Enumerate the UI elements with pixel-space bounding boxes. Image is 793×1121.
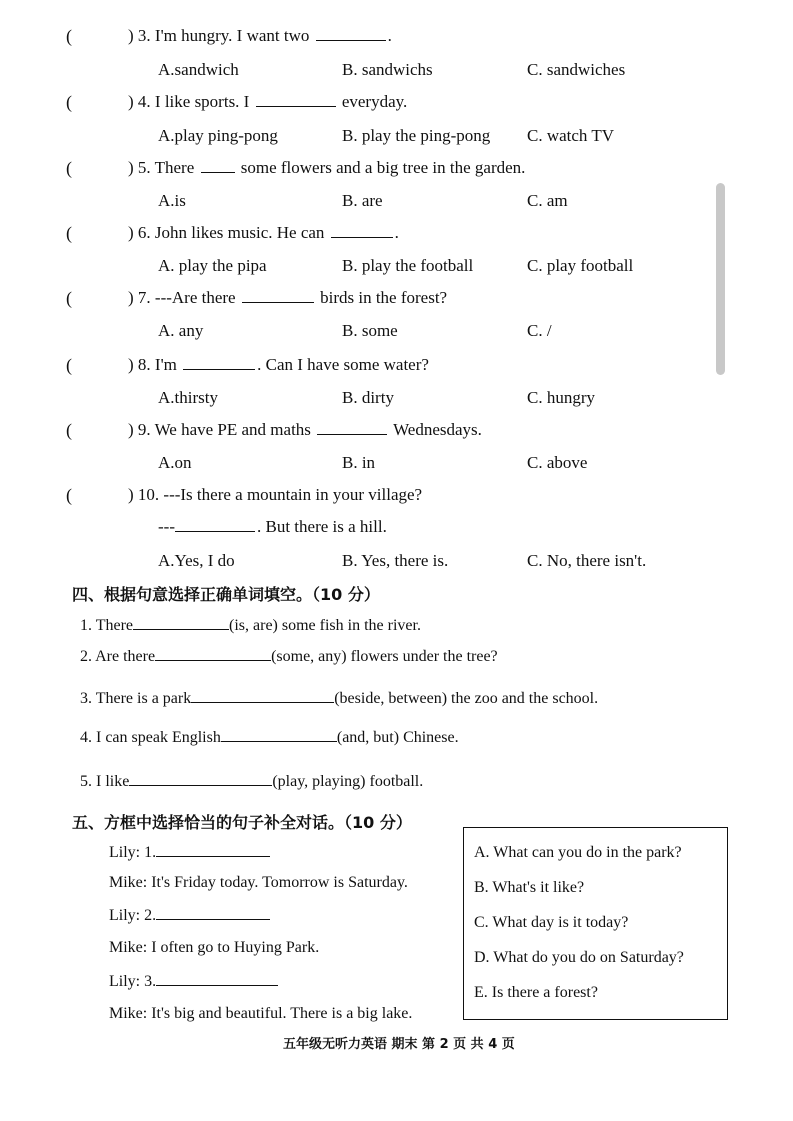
- option-a: A.thirsty: [158, 388, 218, 407]
- answer-blank[interactable]: [183, 368, 255, 370]
- question-10: ) 10. ---Is there a mountain in your village?: [128, 485, 423, 504]
- fill-prefix: 2. Are there: [80, 648, 156, 665]
- option-c: C. above: [527, 453, 588, 472]
- page-footer: 五年级无听力英语 期末 第 2 页 共 4 页: [283, 1037, 515, 1052]
- section-5-title: 五、方框中选择恰当的句子补全对话。（10 分）: [72, 813, 412, 832]
- fill-suffix: (play, playing) football.: [272, 773, 424, 790]
- question-tail: .: [394, 223, 399, 242]
- question-3: [128, 26, 392, 46]
- answer-paren: (: [66, 420, 72, 440]
- question-tail: some flowers and a big tree in the garden.: [240, 158, 526, 177]
- option-c: C. /: [527, 321, 552, 340]
- option-b: B. in: [342, 453, 376, 472]
- question-6: [128, 223, 399, 243]
- answer-blank[interactable]: [256, 105, 336, 107]
- fill-suffix: (some, any) flowers under the tree?: [271, 648, 498, 665]
- fill-item-1: [80, 617, 421, 635]
- question-9: [128, 420, 482, 440]
- option-b: B. play the ping-pong: [342, 126, 491, 145]
- dialogue-text: Lily: 2.: [109, 907, 157, 924]
- answer-blank[interactable]: [175, 530, 255, 532]
- answer-paren: (: [66, 485, 72, 505]
- answer-blank[interactable]: [133, 628, 229, 630]
- option-c: C. hungry: [527, 388, 595, 407]
- box-option-b: B. What's it like?: [474, 879, 585, 896]
- dialogue-line-5: [109, 973, 278, 991]
- answer-paren: (: [66, 223, 72, 243]
- option-b: B. play the football: [342, 256, 474, 275]
- question-text: ) 6. John likes music. He can: [128, 223, 325, 242]
- question-5: [128, 158, 525, 178]
- question-text: ) 5. There: [128, 158, 195, 177]
- question-text: ) 9. We have PE and maths: [128, 420, 311, 439]
- box-option-e: E. Is there a forest?: [474, 984, 598, 1001]
- option-c: C. No, there isn't.: [527, 551, 647, 570]
- question-10-line2: [158, 517, 387, 537]
- answer-blank[interactable]: [242, 301, 314, 303]
- vertical-scrollbar[interactable]: [716, 183, 725, 375]
- dash-prefix: ---: [158, 517, 175, 536]
- box-option-a: A. What can you do in the park?: [474, 844, 682, 861]
- question-tail: .: [387, 26, 392, 45]
- option-a: A.on: [158, 453, 192, 472]
- question-text: ) 7. ---Are there: [128, 288, 236, 307]
- option-b: B. Yes, there is.: [342, 551, 449, 570]
- answer-paren: (: [66, 92, 72, 112]
- fill-suffix: (beside, between) the zoo and the school.: [334, 690, 599, 707]
- answer-paren: (: [66, 26, 72, 46]
- answer-paren: (: [66, 288, 72, 308]
- question-tail: everyday.: [341, 92, 408, 111]
- answer-blank[interactable]: [191, 701, 334, 703]
- fill-suffix: (and, but) Chinese.: [336, 729, 459, 746]
- answer-blank[interactable]: [201, 171, 235, 173]
- option-c: C. play football: [527, 256, 634, 275]
- option-b: B. dirty: [342, 388, 394, 407]
- question-4: [128, 92, 407, 112]
- option-c: C. am: [527, 191, 568, 210]
- option-a: A.is: [158, 191, 186, 210]
- option-a: A. any: [158, 321, 204, 340]
- fill-suffix: (is, are) some fish in the river.: [229, 617, 421, 634]
- dialogue-line-3: [109, 907, 270, 925]
- fill-prefix: 3. There is a park: [80, 690, 192, 707]
- dialogue-text: Lily: 3.: [109, 973, 157, 990]
- fill-prefix: 5. I like: [80, 773, 130, 790]
- fill-item-5: [80, 773, 423, 791]
- option-b: B. are: [342, 191, 383, 210]
- fill-prefix: 1. There: [80, 617, 134, 634]
- fill-item-4: [80, 729, 459, 747]
- option-c: C. watch TV: [527, 126, 615, 145]
- option-a: A. play the pipa: [158, 256, 267, 275]
- option-b: B. sandwichs: [342, 60, 433, 79]
- question-text: ) 4. I like sports. I: [128, 92, 250, 111]
- question-tail: . Can I have some water?: [257, 355, 429, 374]
- answer-blank[interactable]: [156, 984, 278, 986]
- fill-prefix: 4. I can speak English: [80, 729, 221, 746]
- answer-blank[interactable]: [156, 855, 270, 857]
- option-a: A.play ping-pong: [158, 126, 278, 145]
- answer-paren: (: [66, 158, 72, 178]
- option-a: A.sandwich: [158, 60, 239, 79]
- dialogue-line-4: Mike: I often go to Huying Park.: [109, 939, 320, 956]
- question-text: ) 3. I'm hungry. I want two: [128, 26, 310, 45]
- dialogue-text: Lily: 1.: [109, 844, 157, 861]
- answer-blank[interactable]: [156, 918, 270, 920]
- option-a: A.Yes, I do: [158, 551, 235, 570]
- question-text: ) 8. I'm: [128, 355, 177, 374]
- answer-blank[interactable]: [129, 784, 272, 786]
- answer-blank[interactable]: [155, 659, 271, 661]
- box-option-d: D. What do you do on Saturday?: [474, 949, 684, 966]
- question-7: [128, 288, 447, 308]
- answer-blank[interactable]: [316, 39, 386, 41]
- question-tail: Wednesdays.: [393, 420, 482, 439]
- answer-blank[interactable]: [331, 236, 393, 238]
- fill-item-3: [80, 690, 598, 708]
- answer-paren: (: [66, 355, 72, 375]
- dialogue-line-1: [109, 844, 270, 862]
- box-option-c: C. What day is it today?: [474, 914, 629, 931]
- dialogue-line-2: Mike: It's Friday today. Tomorrow is Saturday.: [109, 874, 408, 891]
- answer-blank[interactable]: [317, 433, 387, 435]
- section-4-title: 四、根据句意选择正确单词填空。（10 分）: [72, 585, 380, 604]
- question-tail: birds in the forest?: [320, 288, 448, 307]
- option-b: B. some: [342, 321, 398, 340]
- question-8: [128, 355, 429, 375]
- question-tail: . But there is a hill.: [256, 517, 387, 536]
- answer-blank[interactable]: [221, 740, 337, 742]
- option-c: C. sandwiches: [527, 60, 626, 79]
- dialogue-line-6: Mike: It's big and beautiful. There is a big lake.: [109, 1005, 413, 1022]
- fill-item-2: [80, 648, 498, 666]
